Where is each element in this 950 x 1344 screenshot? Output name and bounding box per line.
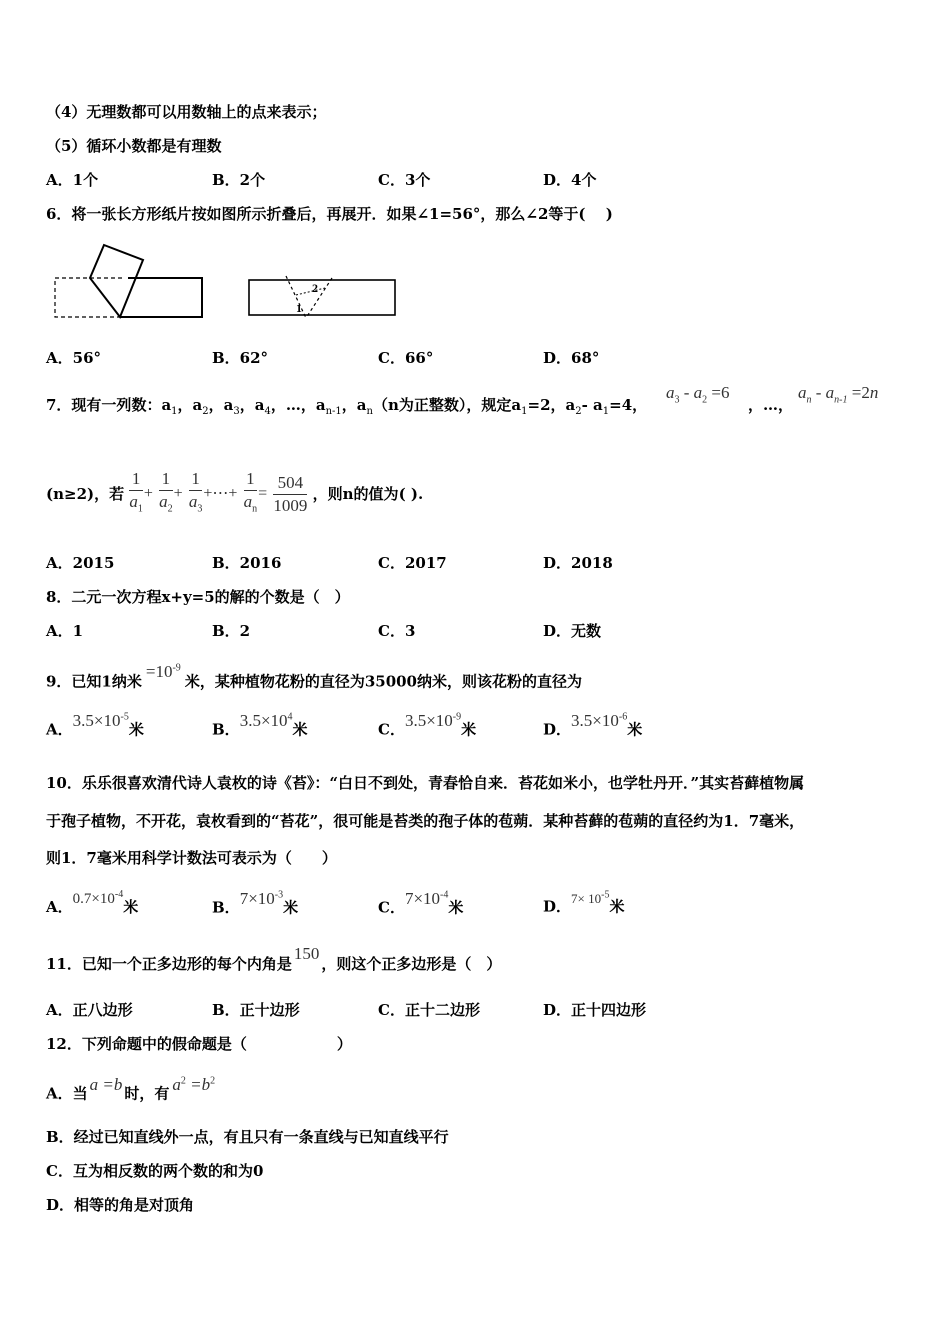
- q12-option-a: A．当 a =b 时，有 $a^2 =b^2$: [46, 1074, 216, 1103]
- q11-stem: 11．已知一个正多边形的每个内角是150，则这个正多边形是（ ）: [46, 944, 502, 973]
- q12-stem: 12．下列命题中的假命题是（ ）: [46, 1035, 352, 1053]
- q7-condition: (n≥2)，若 $\frac{1}{a_1}$ + $\frac{1}{a_2}$ + $\frac{1}{a_3}$ +⋯+ $\frac{1}{a_n}$ = $\frac{504}{1009}$ ，则n的值为( ).: [46, 468, 423, 520]
- statement-4: （4）无理数都可以用数轴上的点来表示；: [46, 103, 327, 121]
- q7-eq-an: $a_n - a_{n-1} =2n$: [798, 383, 879, 406]
- unfolded-strip: [249, 280, 395, 315]
- q8-option-c: C．3: [378, 622, 416, 640]
- q5-option-b: B．2个: [212, 171, 266, 189]
- q5-option-a: A．1个: [46, 171, 99, 189]
- frac-rhs: $\frac{504}{1009}$: [273, 472, 308, 515]
- q6-option-a: A．56°: [46, 349, 102, 367]
- angle-1-label: 1: [296, 301, 302, 315]
- frac-1-over-a3: $\frac{1}{a_3}$: [188, 469, 203, 515]
- q11-option-c: C．正十二边形: [378, 1001, 480, 1019]
- q10-line-2: 于孢子植物，不开花，袁枚看到的“苔花”，很可能是苔类的孢子体的苞蒴．某种苔藓的苞蒴的直径约为1．7毫米，: [46, 812, 805, 830]
- q5-option-d: D．4个: [543, 171, 597, 189]
- q12-option-b: B．经过已知直线外一点，有且只有一条直线与已知直线平行: [46, 1128, 449, 1146]
- q11-option-a: A．正八边形: [46, 1001, 133, 1019]
- q5-option-c: C．3个: [378, 171, 431, 189]
- folded-flap: [90, 245, 143, 317]
- q6-fold-figure: [50, 240, 410, 325]
- q9-option-b: B．$3.5\times 10^4$米: [212, 710, 308, 739]
- q10-line-1: 10．乐乐很喜欢清代诗人袁枚的诗《苔》：“白日不到处，青春恰自来．苔花如米小，也学牡丹开．”其实苔藓植物属: [46, 774, 805, 792]
- q7-option-c: C．2017: [378, 554, 447, 572]
- q6-stem: 6．将一张长方形纸片按如图所示折叠后，再展开．如果∠1=56°，那么∠2等于( ): [46, 205, 613, 223]
- q7-option-b: B．2016: [212, 554, 282, 572]
- q9-option-a: A．$3.5\times 10^{-5}$米: [46, 710, 144, 739]
- q7-option-d: D．2018: [543, 554, 613, 572]
- frac-1-over-an: $\frac{1}{a_n}$: [243, 469, 258, 515]
- q11-option-b: B．正十边形: [212, 1001, 300, 1019]
- q8-stem: 8．二元一次方程x+y=5的解的个数是（ ）: [46, 588, 350, 606]
- q7-eq-a3-a2: $a_3 - a_2 =6$: [666, 383, 730, 406]
- q10-option-d: D．$7\times 10^{-5}$米: [543, 890, 625, 916]
- q10-option-c: C．$7\times 10^{-4}$米: [378, 888, 464, 917]
- q9-option-d: D．$3.5\times 10^{-6}$米: [543, 710, 643, 739]
- q10-option-a: A．$0.7\times 10^{-4}$米: [46, 889, 139, 916]
- q11-option-d: D．正十四边形: [543, 1001, 647, 1019]
- q9-option-c: C．$3.5\times 10^{-9}$米: [378, 710, 477, 739]
- statement-5: （5）循环小数都是有理数: [46, 137, 222, 155]
- q10-line-3: 则1．7毫米用科学计数法可表示为（ ）: [46, 849, 337, 867]
- q7-stem: 7．现有一列数：$a_1$，$a_2$，$a_3$，$a_4$，…，$a_{n-1}$，$a_n(n$为正整数），规定$a_1=2$，$a_2-$ $a_1=4$，: [46, 396, 648, 417]
- dashed-original-flap: [55, 278, 122, 317]
- q7-option-a: A．2015: [46, 554, 115, 572]
- q8-option-a: A．1: [46, 622, 84, 640]
- q6-option-b: B．62°: [212, 349, 269, 367]
- q12-option-d: D．相等的角是对顶角: [46, 1196, 195, 1214]
- q6-option-d: D．68°: [543, 349, 600, 367]
- frac-1-over-a2: $\frac{1}{a_2}$: [159, 469, 173, 515]
- q8-option-d: D．无数: [543, 622, 602, 640]
- angle-2-label: 2: [312, 281, 318, 295]
- frac-1-over-a1: $\frac{1}{a_1}$: [129, 469, 143, 515]
- q8-option-b: B．2: [212, 622, 251, 640]
- q9-stem: 9．已知1纳米$=10^{-9}$米，某种植物花粉的直径为35000纳米，则该花粉的直径为: [46, 661, 582, 691]
- q6-option-c: C．66°: [378, 349, 434, 367]
- q7-ellipsis: ，…，: [748, 396, 794, 414]
- q12-option-c: C．互为相反数的两个数的和为0: [46, 1162, 264, 1180]
- q10-option-b: B．$7\times 10^{-3}$米: [212, 888, 299, 917]
